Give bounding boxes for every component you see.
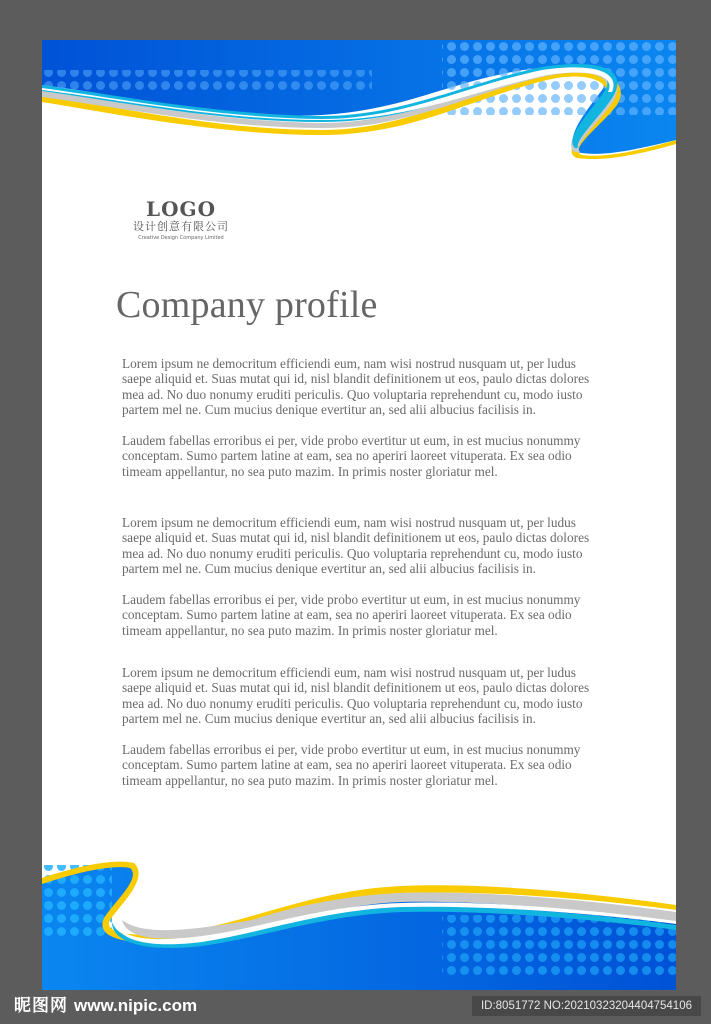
logo-chinese-name: 设计创意有限公司 (133, 220, 229, 233)
bottom-wave-decoration (42, 860, 676, 990)
letterhead-page (42, 40, 676, 990)
text-section-1 (122, 356, 602, 495)
brand-url[interactable]: www.nipic.com (74, 996, 198, 1015)
image-id-label: ID:8051772 NO:20210323204404754106 (472, 996, 701, 1016)
watermark-footer (0, 990, 711, 1024)
paragraph: Lorem ipsum ne democritum efficiendi eum, nam wisi nostrud nusquam ut, per ludus saepe aliquid et. Suas mutat qui id, nisl blandit definitionem ut eos, paulo dictas dolores mea ad. No duo nonumy eruditi periculis. Quo voluptaria reprehendunt cu, modo iusto partem mel ne. Cum mucius denique evertitur an, sed alii albucius facilisis in. (122, 356, 590, 417)
text-section-3 (122, 665, 602, 804)
paragraph: Laudem fabellas erroribus ei per, vide probo evertitur ut eum, in est mucius nonummy conceptam. Sumo partem latine at eam, sea no aperiri laoreet vituperata. Ex sea odio timeam appellantur, no sea puto mazim. In primis noster gloriatur mel. (122, 433, 581, 479)
brand-chinese: 昵图网 (14, 996, 68, 1016)
top-left-dots (42, 70, 372, 90)
site-brand[interactable] (14, 993, 197, 1019)
logo-wordmark: LOGO (146, 197, 216, 221)
paragraph: Laudem fabellas erroribus ei per, vide probo evertitur ut eum, in est mucius nonummy conceptam. Sumo partem latine at eam, sea no aperiri laoreet vituperata. Ex sea odio timeam appellantur, no sea puto mazim. In primis noster gloriatur mel. (122, 592, 581, 638)
paragraph: Laudem fabellas erroribus ei per, vide probo evertitur ut eum, in est mucius nonummy conceptam. Sumo partem latine at eam, sea no aperiri laoreet vituperata. Ex sea odio timeam appellantur, no sea puto mazim. In primis noster gloriatur mel. (122, 742, 581, 788)
logo-english-name: Creative Design Company Limited (138, 235, 224, 241)
company-logo (116, 198, 246, 242)
paragraph: Lorem ipsum ne democritum efficiendi eum, nam wisi nostrud nusquam ut, per ludus saepe aliquid et. Suas mutat qui id, nisl blandit definitionem ut eos, paulo dictas dolores mea ad. No duo nonumy eruditi periculis. Quo voluptaria reprehendunt cu, modo iusto partem mel ne. Cum mucius denique evertitur an, sed alii albucius facilisis in. (122, 665, 590, 726)
paragraph: Lorem ipsum ne democritum efficiendi eum, nam wisi nostrud nusquam ut, per ludus saepe aliquid et. Suas mutat qui id, nisl blandit definitionem ut eos, paulo dictas dolores mea ad. No duo nonumy eruditi periculis. Quo voluptaria reprehendunt cu, modo iusto partem mel ne. Cum mucius denique evertitur an, sed alii albucius facilisis in. (122, 515, 590, 576)
page-title: Company profile (116, 284, 378, 326)
text-section-2 (122, 515, 602, 654)
top-wave-decoration (42, 40, 676, 170)
